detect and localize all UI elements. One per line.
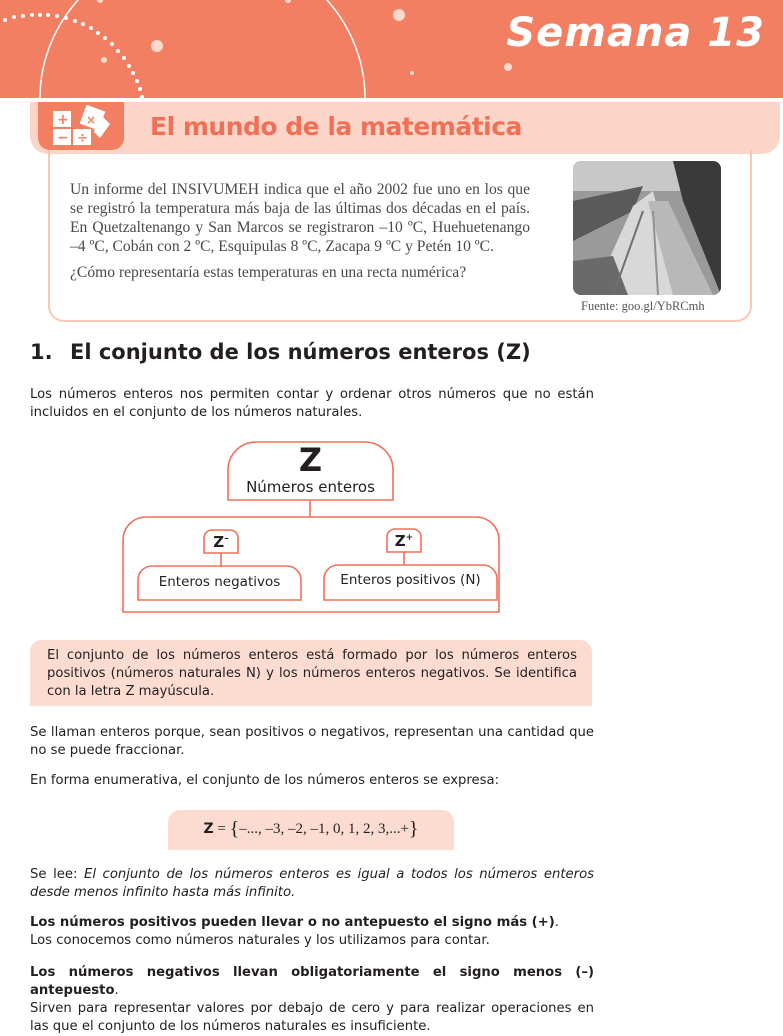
reading-italic: El conjunto de los números enteros es igual a todos los números enteros desde menos infinito hasta más infinito.	[30, 867, 595, 900]
svg-text:÷: ÷	[77, 131, 88, 146]
formula-equals: =	[213, 821, 230, 837]
paragraph-integers	[30, 724, 594, 760]
integers-set-formula	[168, 818, 454, 841]
reading-prefix: Se lee:	[30, 867, 84, 882]
root-symbol: Z	[298, 441, 323, 479]
math-operations-icon	[38, 102, 124, 150]
intro-paragraph: Un informe del INSIVUMEH indica que el año 2002 fue uno en los que se registró la temperatura más baja de las últimas dos décadas en el país. En Quetzaltenango y San Marcos se registraron –10 ºC, Huehuetenango –4 ºC, Cobán con 2 ºC, Esquipulas 8 ºC, Zacapa 9 ºC y Petén 10 ºC.	[70, 181, 530, 255]
intro-paragraph-integers	[30, 386, 594, 422]
positives-bold: Los números positivos pueden llevar o no antepuesto el signo más (+)	[30, 915, 555, 930]
page-header	[0, 0, 783, 98]
frozen-road-photo	[573, 161, 721, 295]
left-symbol: Z–	[213, 533, 229, 551]
photo-caption: Fuente: goo.gl/YbRCmh	[581, 299, 705, 313]
intro-text	[70, 180, 530, 289]
punctuation: .	[554, 915, 559, 930]
formula-body: –..., –3, –2, –1, 0, 1, 2, 3,...+	[239, 821, 409, 837]
paragraph-text: Se llaman enteros porque, sean positivos o negativos, representan una cantidad que no se puede fraccionar.	[30, 725, 594, 758]
week-title: Semana 13	[506, 10, 765, 56]
svg-text:×: ×	[86, 113, 97, 127]
section-title: El mundo de la matemática	[150, 112, 522, 141]
punctuation: .	[114, 983, 119, 998]
paragraph-enumerative	[30, 772, 594, 790]
positives-paragraph	[30, 914, 594, 950]
root-label: Números enteros	[246, 478, 375, 496]
definition-text: El conjunto de los números enteros está formado por los números enteros positivos (números naturales N) y los números enteros negativos. Se identifica con la letra Z mayúscula.	[47, 648, 577, 699]
formula-close-brace: }	[408, 818, 419, 840]
negatives-bold: Los números negativos llevan obligatoriamente el signo menos (–) antepuesto	[30, 965, 594, 998]
formula-open-brace: {	[229, 818, 240, 840]
negatives-text: Sirven para representar valores por debajo de cero y para realizar operaciones en las que el conjunto de los números naturales es insuficiente.	[30, 1001, 594, 1034]
reading-paragraph	[30, 866, 594, 902]
intro-question: ¿Cómo representaría estas temperaturas en una recta numérica?	[70, 264, 467, 281]
formula-lhs: Z	[203, 821, 214, 837]
heading-title: El conjunto de los números enteros (Z)	[70, 340, 531, 364]
right-symbol: Z+	[394, 532, 414, 550]
left-label: Enteros negativos	[158, 574, 281, 590]
paragraph-text: Los números enteros nos permiten contar y ordenar otros números que no están incluidos en el conjunto de los números naturales.	[30, 387, 594, 420]
paragraph-text: En forma enumerativa, el conjunto de los números enteros se expresa:	[30, 773, 500, 788]
heading-number: 1.	[30, 340, 53, 364]
negatives-paragraph	[30, 964, 594, 1036]
svg-text:+: +	[57, 112, 69, 128]
positives-text: Los conocemos como números naturales y los utilizamos para contar.	[30, 933, 490, 948]
svg-text:−: −	[57, 130, 69, 146]
right-label: Enteros positivos (N)	[340, 572, 481, 588]
section-heading	[30, 340, 531, 364]
group-box	[123, 517, 499, 612]
